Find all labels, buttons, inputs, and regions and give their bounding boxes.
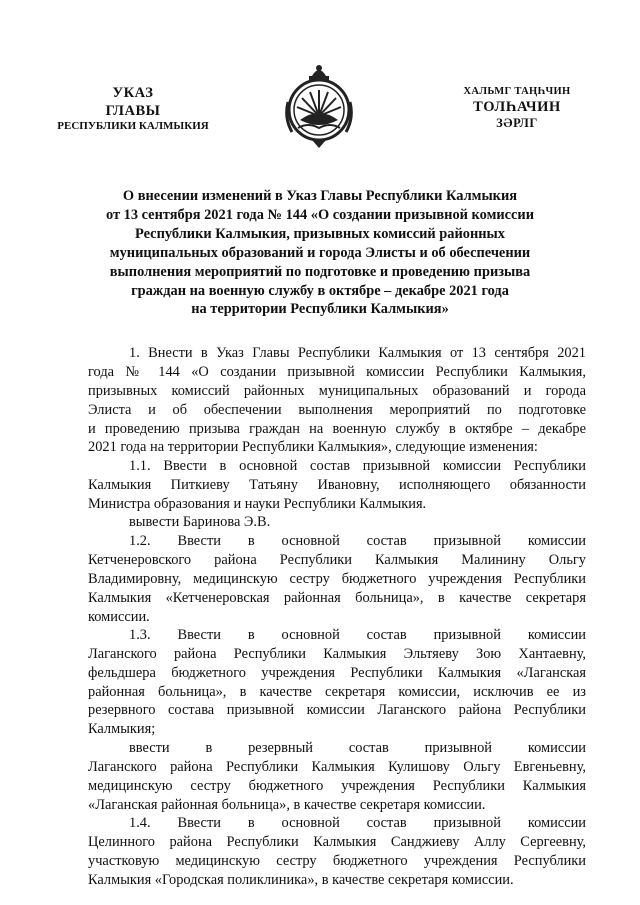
body-line: участковую медицинскую сестру бюджетного учреждения Республики [88,853,586,869]
body-line: фельдшера бюджетного учреждения Республики Калмыкия «Лаганская [88,665,586,681]
body-line: Элиста и об обеспечении выполнения мероприятий по подготовке [88,402,586,418]
body-line: ввести в резервный состав призывной комиссии [129,740,586,756]
header-right-line: ХАЛЬМГ ТАҢҺЧИН [463,86,571,97]
header-left-line: УКАЗ [112,85,154,101]
body-line: 1.3. Ввести в основной состав призывной комиссии [129,627,586,643]
body-line: года № 144 «О создании призывной комиссии Республики Калмыкия, [88,364,586,380]
body-line: 2021 года на территории Республики Калмыкия», следующие изменения: [88,439,538,455]
body-line: комиссии. [88,609,150,625]
body-line: Кетченеровского района Республики Калмыкия Малинину Ольгу [88,552,586,568]
body-line: Калмыкия «Городская поликлиника», в качестве секретаря комиссии. [88,872,514,888]
header-right-line: ЗӘРЛГ [496,116,538,131]
body-line: 1.2. Ввести в основной состав призывной комиссии [129,533,586,549]
body-line: «Лаганская районная больница», в качестве секретаря комиссии. [88,797,486,813]
body-line: призывных комиссий районных муниципальных образований и города [88,383,586,399]
header-left-line: ГЛАВЫ [105,102,161,119]
body-line: 1.4. Ввести в основной состав призывной комиссии [129,815,586,831]
body-line: резервного состава призывной комиссии Лаганского района Республики [88,702,586,718]
header-right [432,85,602,132]
document-title [80,187,560,319]
title-line: Республики Калмыкия, призывных комиссий районных [135,225,505,242]
body-line: 1. Внести в Указ Главы Республики Калмыкия от 13 сентября 2021 [129,345,586,361]
title-line: выполнения мероприятий по подготовке и проведению призыва [109,263,531,280]
body-line: Калмыкия Питкиеву Татьяну Ивановну, исполняющего обязанности [88,477,586,493]
kalmykia-emblem-icon [282,58,356,150]
body-line: Лаганского района Республики Калмыкия Кулишову Ольгу Евгеньевну, [88,759,586,775]
body-line: Калмыкия «Кетченеровская районная больница», в качестве секретаря [88,590,586,606]
body-line: районная больница», в качестве секретаря комиссии, исключив ее из [88,684,586,700]
header-left-line: РЕСПУБЛИКИ КАЛМЫКИЯ [57,120,209,133]
body-line: вывести Баринова Э.В. [129,514,271,530]
header-left [40,85,226,134]
body-line: Министра образования и науки Республики Калмыкия. [88,496,427,512]
title-line: на территории Республики Калмыкия» [191,301,449,318]
header-right-line: ТОЛҺАЧИН [473,99,561,116]
title-line: муниципальных образований и города Элисты и об обеспечении [109,244,531,261]
body-line: Целинного района Республики Калмыкия Санджиеву Аллу Сергеевну, [88,834,586,850]
title-line: граждан на военную службу в октябре – декабре 2021 года [131,282,509,299]
body-line: Владимировну, медицинскую сестру бюджетного учреждения Республики [88,571,586,587]
body-line: Лаганского района Республики Калмыкия Эльтяеву Зою Хантаевну, [88,646,586,662]
title-line: О внесении изменений в Указ Главы Республики Калмыкия [122,188,518,204]
body-line: медицинскую сестру бюджетного учреждения Республики Калмыкия [88,778,586,794]
title-line: от 13 сентября 2021 года № 144 «О создании призывной комиссии [105,206,535,223]
body-line: Калмыкия; [88,721,156,737]
body-line: 1.1. Ввести в основной состав призывной комиссии Республики [129,458,586,474]
body-line: и проведению призыва граждан на военную службу в октябре – декабре [88,421,586,437]
